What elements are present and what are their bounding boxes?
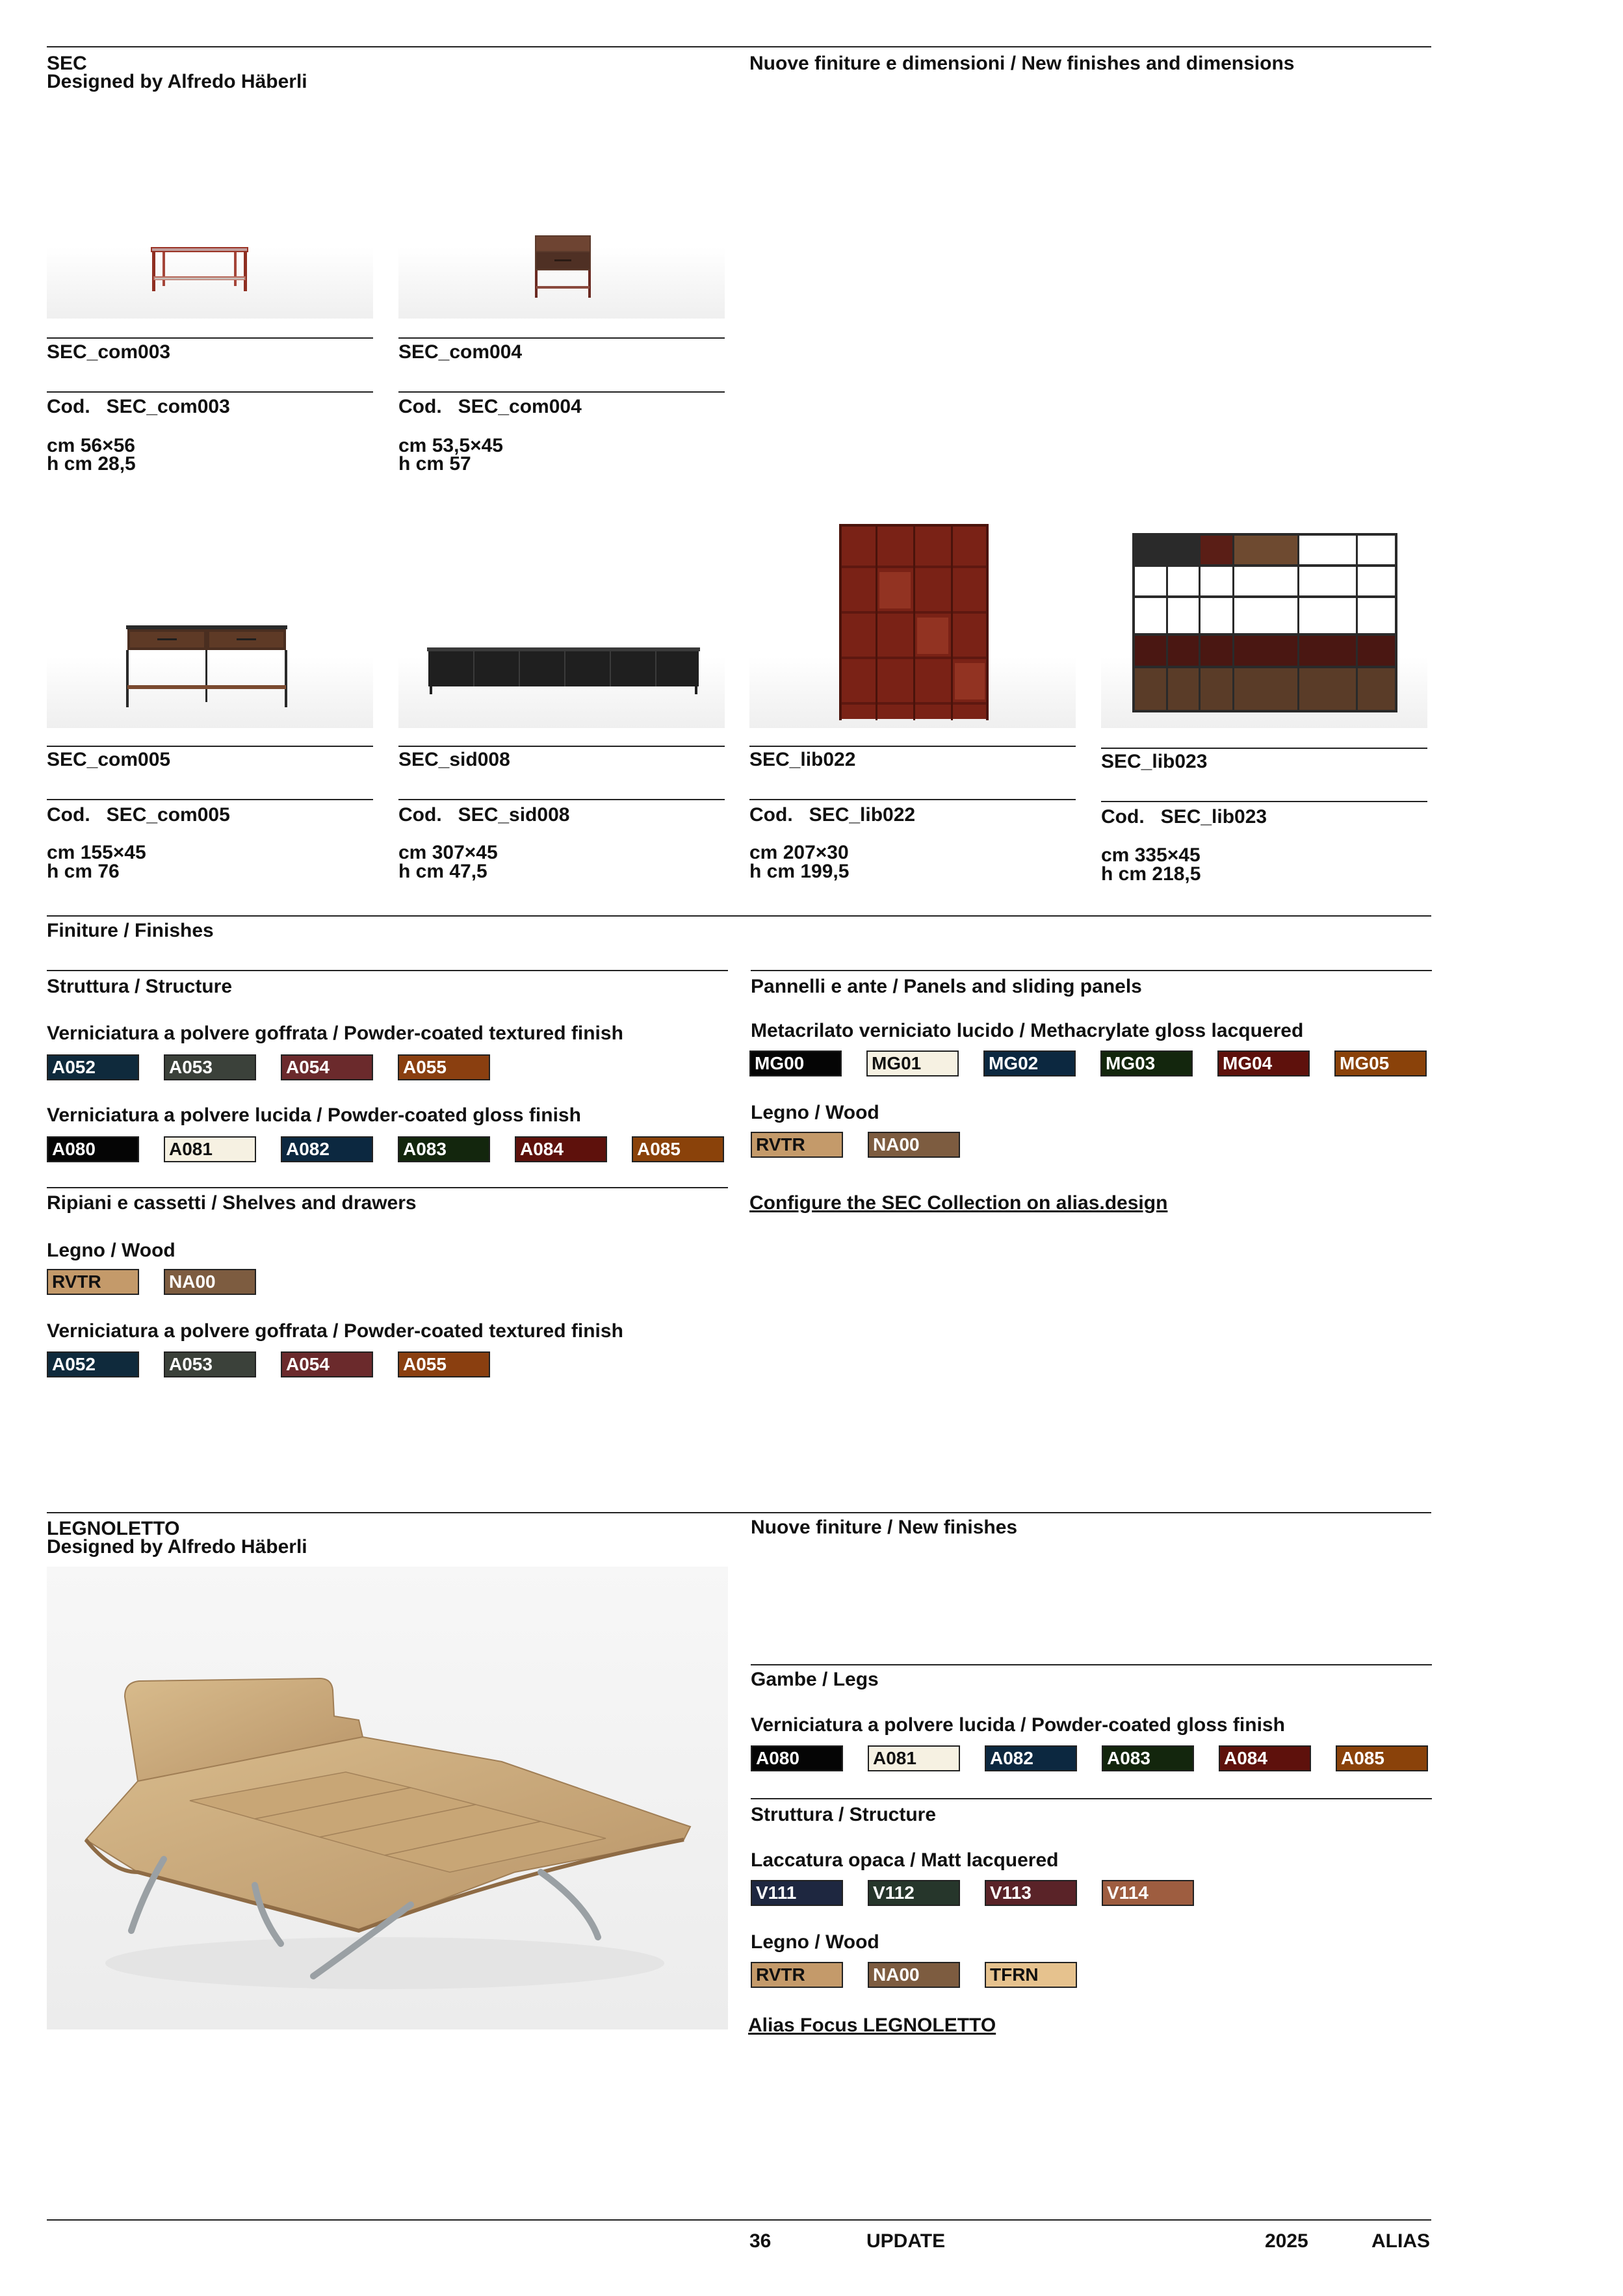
shelves-heading: Ripiani e cassetti / Shelves and drawers bbox=[47, 1192, 417, 1214]
product-rule bbox=[47, 799, 373, 800]
finish-swatch-a081: A081 bbox=[164, 1136, 256, 1162]
product-code-row bbox=[749, 805, 915, 826]
matt-label: Laccatura opaca / Matt lacquered bbox=[751, 1849, 1059, 1871]
product-name: SEC_com003 bbox=[47, 341, 171, 363]
product-code: SEC_sid008 bbox=[458, 804, 570, 826]
sec-sid008-image bbox=[398, 605, 725, 728]
product-code: SEC_com004 bbox=[458, 396, 582, 417]
finish-swatch-mg03: MG03 bbox=[1100, 1050, 1193, 1076]
product-name: SEC_sid008 bbox=[398, 749, 510, 770]
finish-swatch-rvtr: RVTR bbox=[751, 1962, 843, 1988]
finish-swatch-a053: A053 bbox=[164, 1351, 256, 1377]
structure-heading: Struttura / Structure bbox=[47, 976, 233, 997]
finish-swatch-a052: A052 bbox=[47, 1351, 139, 1377]
alias-focus-link[interactable]: Alias Focus LEGNOLETTO bbox=[748, 2015, 996, 2036]
product-dims: cm 56×56 bbox=[47, 435, 135, 456]
bed-wood-label: Legno / Wood bbox=[751, 1931, 879, 1953]
finish-swatch-a053: A053 bbox=[164, 1054, 256, 1080]
legnoletto-rule bbox=[47, 1512, 1431, 1513]
shelves-rule bbox=[47, 1187, 728, 1188]
product-name: SEC_com005 bbox=[47, 749, 171, 770]
product-code-row bbox=[1101, 807, 1267, 828]
finish-swatch-a084: A084 bbox=[1219, 1745, 1311, 1771]
finish-swatch-na00: NA00 bbox=[868, 1132, 960, 1158]
product-dims: cm 155×45 bbox=[47, 842, 146, 863]
top-rule bbox=[47, 46, 1431, 47]
footer-year: 2025 bbox=[1265, 2230, 1308, 2252]
product-dims: cm 307×45 bbox=[398, 842, 498, 863]
finish-swatch-rvtr: RVTR bbox=[47, 1269, 139, 1295]
finish-swatch-a085: A085 bbox=[632, 1136, 724, 1162]
product-height: h cm 47,5 bbox=[398, 861, 487, 882]
finishes-heading: Finiture / Finishes bbox=[47, 920, 214, 941]
finish-swatch-a082: A082 bbox=[281, 1136, 373, 1162]
finish-swatch-mg00: MG00 bbox=[749, 1050, 842, 1076]
finish-swatch-v114: V114 bbox=[1102, 1880, 1194, 1906]
finish-swatch-mg02: MG02 bbox=[983, 1050, 1076, 1076]
cod-label: Cod. bbox=[749, 804, 793, 826]
finish-swatch-mg01: MG01 bbox=[866, 1050, 959, 1076]
finish-swatch-v111: V111 bbox=[751, 1880, 843, 1906]
cod-label: Cod. bbox=[398, 396, 442, 417]
product-dims: cm 53,5×45 bbox=[398, 435, 503, 456]
product-code-row bbox=[47, 805, 230, 826]
gloss-label: Verniciatura a polvere lucida / Powder-coated gloss finish bbox=[47, 1104, 581, 1126]
finish-swatch-v112: V112 bbox=[868, 1880, 960, 1906]
product-rule bbox=[398, 799, 725, 800]
product-rule bbox=[749, 746, 1076, 747]
legs-gloss-label: Verniciatura a polvere lucida / Powder-coated gloss finish bbox=[751, 1714, 1285, 1736]
product-name: SEC_lib023 bbox=[1101, 751, 1208, 772]
finish-swatch-a084: A084 bbox=[515, 1136, 607, 1162]
cod-label: Cod. bbox=[47, 396, 90, 417]
finish-swatch-na00: NA00 bbox=[164, 1269, 256, 1295]
finish-swatch-a080: A080 bbox=[751, 1745, 843, 1771]
finish-swatch-a085: A085 bbox=[1336, 1745, 1428, 1771]
product-code-row bbox=[398, 397, 582, 417]
bed-structure-heading: Struttura / Structure bbox=[751, 1804, 937, 1825]
cod-label: Cod. bbox=[47, 804, 90, 826]
finish-swatch-a052: A052 bbox=[47, 1054, 139, 1080]
structure-rule bbox=[47, 970, 728, 971]
shelves-textured-label: Verniciatura a polvere goffrata / Powder-coated textured finish bbox=[47, 1320, 623, 1342]
finish-swatch-a083: A083 bbox=[398, 1136, 490, 1162]
product-code: SEC_com003 bbox=[106, 396, 230, 417]
sec-com003-image bbox=[47, 195, 373, 319]
product-name: SEC_com004 bbox=[398, 341, 523, 363]
finish-swatch-rvtr: RVTR bbox=[751, 1132, 843, 1158]
finish-swatch-a054: A054 bbox=[281, 1351, 373, 1377]
finish-swatch-tfrn: TFRN bbox=[985, 1962, 1077, 1988]
sec-designer: Designed by Alfredo Häberli bbox=[47, 71, 307, 92]
panel-wood-label: Legno / Wood bbox=[751, 1102, 879, 1123]
product-code: SEC_com005 bbox=[106, 804, 230, 826]
product-height: h cm 218,5 bbox=[1101, 863, 1201, 885]
finish-swatch-a083: A083 bbox=[1102, 1745, 1194, 1771]
sec-com005-image bbox=[47, 605, 373, 728]
finish-swatch-na00: NA00 bbox=[868, 1962, 960, 1988]
sec-title: SEC bbox=[47, 53, 87, 74]
product-rule bbox=[398, 746, 725, 747]
product-rule bbox=[398, 391, 725, 393]
finishes-rule bbox=[47, 915, 1431, 917]
product-dims: cm 207×30 bbox=[749, 842, 849, 863]
cod-label: Cod. bbox=[1101, 806, 1145, 828]
cod-label: Cod. bbox=[398, 804, 442, 826]
finish-swatch-a055: A055 bbox=[398, 1054, 490, 1080]
finish-swatch-a082: A082 bbox=[985, 1745, 1077, 1771]
product-code: SEC_lib023 bbox=[1160, 806, 1267, 828]
configure-sec-link[interactable]: Configure the SEC Collection on alias.design bbox=[749, 1192, 1168, 1214]
sec-com004-image bbox=[398, 195, 725, 319]
shelves-wood-label: Legno / Wood bbox=[47, 1240, 175, 1261]
product-rule bbox=[47, 337, 373, 339]
panels-rule bbox=[751, 970, 1432, 971]
sec-section-title: Nuove finiture e dimensioni / New finishes and dimensions bbox=[749, 53, 1295, 74]
finish-swatch-mg05: MG05 bbox=[1334, 1050, 1427, 1076]
finish-swatch-v113: V113 bbox=[985, 1880, 1077, 1906]
product-rule bbox=[47, 746, 373, 747]
product-rule bbox=[1101, 801, 1427, 802]
product-height: h cm 76 bbox=[47, 861, 120, 882]
legs-heading: Gambe / Legs bbox=[751, 1669, 879, 1690]
product-code-row bbox=[47, 397, 230, 417]
product-code-row bbox=[398, 805, 569, 826]
finish-swatch-a081: A081 bbox=[868, 1745, 960, 1771]
methacrylate-label: Metacrilato verniciato lucido / Methacrylate gloss lacquered bbox=[751, 1020, 1304, 1041]
footer-rule bbox=[47, 2219, 1431, 2221]
finish-swatch-a055: A055 bbox=[398, 1351, 490, 1377]
finish-swatch-mg04: MG04 bbox=[1217, 1050, 1310, 1076]
textured-label: Verniciatura a polvere goffrata / Powder-coated textured finish bbox=[47, 1023, 623, 1044]
legnoletto-section-title: Nuove finiture / New finishes bbox=[751, 1517, 1018, 1538]
product-code: SEC_lib022 bbox=[809, 804, 916, 826]
product-name: SEC_lib022 bbox=[749, 749, 856, 770]
product-dims: cm 335×45 bbox=[1101, 844, 1201, 866]
product-height: h cm 28,5 bbox=[47, 453, 136, 475]
legnoletto-designer: Designed by Alfredo Häberli bbox=[47, 1536, 307, 1558]
legs-rule bbox=[751, 1664, 1432, 1665]
product-height: h cm 57 bbox=[398, 453, 471, 475]
product-rule bbox=[47, 391, 373, 393]
bed-structure-rule bbox=[751, 1798, 1432, 1799]
finish-swatch-a054: A054 bbox=[281, 1054, 373, 1080]
footer-brand: ALIAS bbox=[1371, 2230, 1430, 2252]
product-rule bbox=[1101, 748, 1427, 749]
footer-label: UPDATE bbox=[866, 2230, 946, 2252]
product-rule bbox=[398, 337, 725, 339]
legnoletto-title: LEGNOLETTO bbox=[47, 1518, 180, 1539]
legnoletto-bed-image bbox=[47, 1567, 728, 2029]
product-rule bbox=[749, 799, 1076, 800]
sec-lib022-image bbox=[749, 514, 1076, 728]
finish-swatch-a080: A080 bbox=[47, 1136, 139, 1162]
panels-heading: Pannelli e ante / Panels and sliding panels bbox=[751, 976, 1142, 997]
product-height: h cm 199,5 bbox=[749, 861, 850, 882]
sec-lib023-image bbox=[1101, 527, 1427, 728]
footer-page-number: 36 bbox=[749, 2230, 772, 2252]
